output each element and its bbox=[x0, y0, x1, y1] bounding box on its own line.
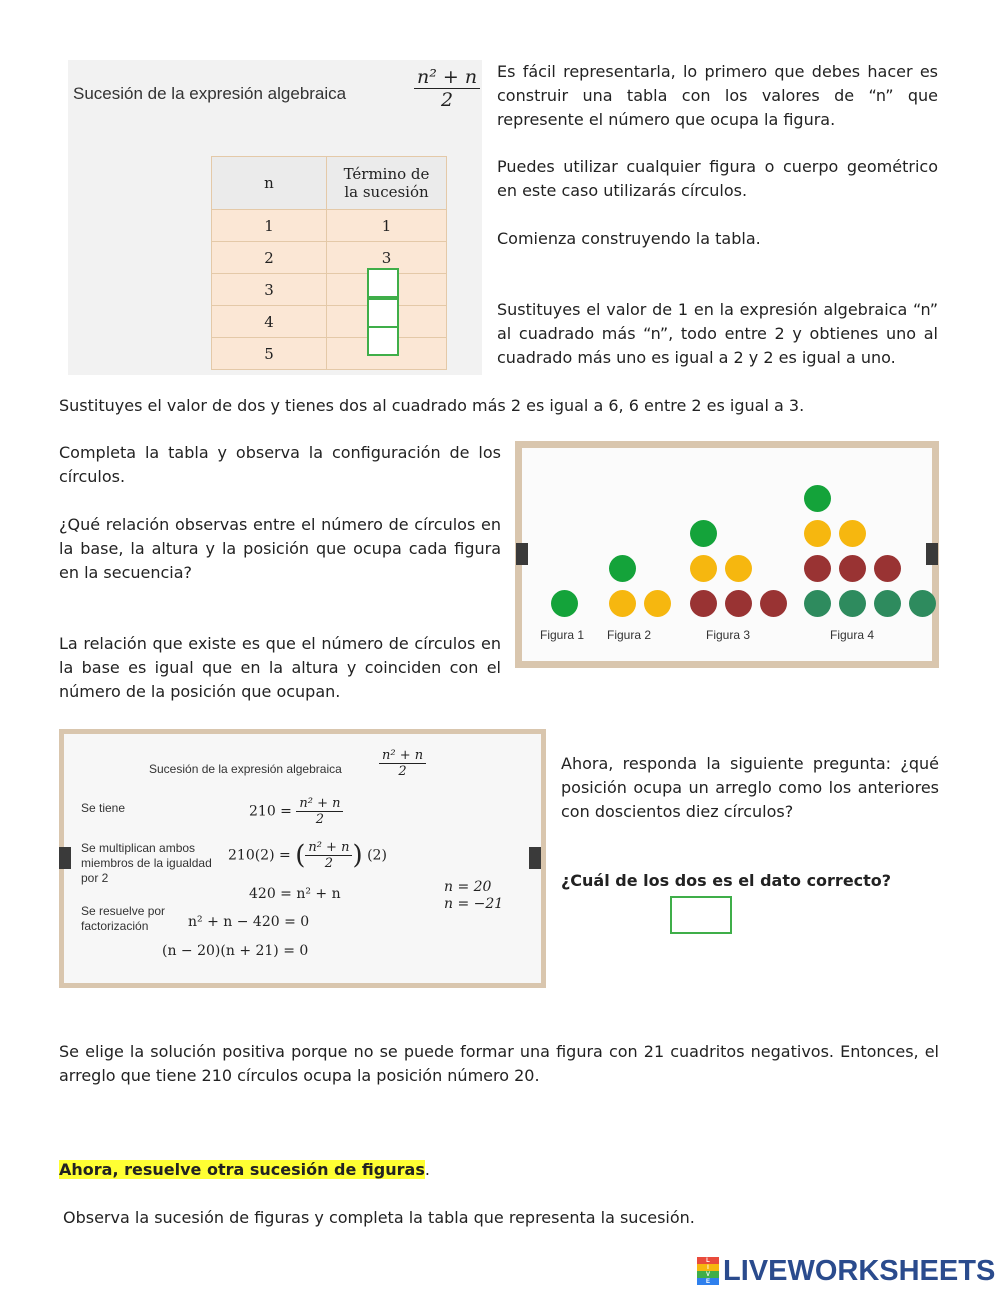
formula bbox=[414, 66, 480, 111]
solution-formula bbox=[379, 748, 426, 779]
circle bbox=[690, 520, 717, 547]
figure-label: Figura 3 bbox=[706, 628, 751, 642]
equation-2 bbox=[228, 840, 387, 871]
paragraph-substitute-one: Sustituyes el valor de 1 en la expresión algebraica “n” al cuadrado más “n”, todo entre 2 y obtienes uno al cuadrado más uno es igual a 2 y 2 es igual a uno. bbox=[497, 300, 938, 367]
circle bbox=[690, 555, 717, 582]
cell-n: 5 bbox=[212, 338, 327, 370]
table-header-row bbox=[212, 157, 447, 210]
header-term bbox=[327, 157, 447, 210]
circle bbox=[909, 590, 936, 617]
circle bbox=[644, 590, 671, 617]
table-row bbox=[212, 338, 447, 370]
label-multiplican: Se multiplican ambos miembros de la igualdad por 2 bbox=[81, 841, 212, 885]
equation-4: n² + n − 420 = 0 bbox=[188, 914, 310, 930]
table-row bbox=[212, 274, 447, 306]
formula-denominator: 2 bbox=[441, 89, 454, 111]
formula-numerator: n² + n bbox=[414, 66, 480, 89]
header-term-line2: la sucesión bbox=[344, 183, 429, 201]
answer-input-row3[interactable] bbox=[367, 268, 399, 298]
header-term-line1: Término de bbox=[343, 165, 430, 183]
circle bbox=[804, 555, 831, 582]
cell-term: 1 bbox=[327, 210, 447, 242]
label-se-tiene: Se tiene bbox=[81, 801, 126, 815]
figure-label: Figura 1 bbox=[540, 628, 585, 642]
circle bbox=[804, 590, 831, 617]
figures-image bbox=[515, 441, 939, 668]
equation-1 bbox=[249, 796, 343, 827]
image-tab-left bbox=[516, 543, 528, 565]
cell-n: 2 bbox=[212, 242, 327, 274]
logo-badge-cell: I bbox=[697, 1264, 719, 1271]
figure-label: Figura 2 bbox=[607, 628, 652, 642]
equation-1-fraction bbox=[296, 796, 343, 827]
paren-close: ) bbox=[352, 840, 363, 871]
circle bbox=[874, 555, 901, 582]
paragraph-intro: Es fácil representarla, lo primero que debes hacer es construir una tabla con los valores de “n” que represente el número que ocupa la figura. bbox=[497, 62, 938, 129]
table-row bbox=[212, 210, 447, 242]
equation-1-left: 210 = bbox=[249, 803, 292, 820]
circle bbox=[725, 590, 752, 617]
header-n: n bbox=[212, 157, 327, 210]
cell-n: 4 bbox=[212, 306, 327, 338]
fraction-denominator: 2 bbox=[324, 856, 334, 871]
image-tab-left bbox=[59, 847, 71, 869]
solution-canvas bbox=[64, 734, 541, 983]
paragraph-start: Comienza construyendo la tabla. bbox=[497, 229, 761, 248]
cell-n: 3 bbox=[212, 274, 327, 306]
label-resuelve: Se resuelve por factorización bbox=[81, 904, 166, 933]
circle bbox=[725, 555, 752, 582]
logo-text: LIVEWORKSHEETS bbox=[723, 1254, 996, 1287]
table-row bbox=[212, 242, 447, 274]
paragraph-relation-answer: La relación que existe es que el número de círculos en la base es igual que en la altura y coinciden con el número de la posición que ocupan. bbox=[59, 634, 501, 701]
paren-open: ( bbox=[295, 840, 306, 871]
circle bbox=[609, 590, 636, 617]
sequence-table bbox=[211, 156, 447, 370]
equation-2-right: (2) bbox=[367, 847, 387, 864]
sequence-table-image bbox=[68, 60, 482, 375]
solution-caption: Sucesión de la expresión algebraica bbox=[149, 762, 342, 776]
paragraph-complete-table: Completa la tabla y observa la configuración de los círculos. bbox=[59, 443, 501, 486]
circle bbox=[874, 590, 901, 617]
cell-n: 1 bbox=[212, 210, 327, 242]
paragraph-conclusion: Se elige la solución positiva porque no se puede formar una figura con 21 cuadritos negativos. Entonces, el arreglo que tiene 210 círculos ocupa la posición número 20. bbox=[59, 1042, 939, 1085]
circle bbox=[760, 590, 787, 617]
solution-formula-numerator: n² + n bbox=[379, 748, 426, 764]
solution-formula-denominator: 2 bbox=[398, 764, 407, 779]
answer-input-row4[interactable] bbox=[367, 298, 399, 328]
highlight-heading-text: Ahora, resuelve otra sucesión de figuras bbox=[59, 1160, 425, 1179]
highlight-heading-tail: . bbox=[424, 1160, 430, 1179]
question-paragraph: Ahora, responda la siguiente pregunta: ¿qué posición ocupa un arreglo como los anteriores con doscientos diez círculos? bbox=[561, 754, 939, 821]
circle bbox=[839, 520, 866, 547]
liveworksheets-logo bbox=[697, 1253, 995, 1289]
root-2: n = −21 bbox=[444, 896, 504, 912]
circle bbox=[804, 520, 831, 547]
answer-input-row5[interactable] bbox=[367, 326, 399, 356]
paragraph-figures: Puedes utilizar cualquier figura o cuerpo geométrico en este caso utilizarás círculos. bbox=[497, 157, 938, 200]
equation-5: (n − 20)(n + 21) = 0 bbox=[162, 943, 309, 959]
logo-badge-cell: L bbox=[697, 1257, 719, 1264]
circle bbox=[804, 485, 831, 512]
image-tab-right bbox=[529, 847, 541, 869]
solution-image bbox=[59, 729, 546, 988]
circle bbox=[839, 590, 866, 617]
paragraph-substitute-two: Sustituyes el valor de dos y tienes dos al cuadrado más 2 es igual a 6, 6 entre 2 es igual a 3. bbox=[59, 396, 805, 415]
image-caption: Sucesión de la expresión algebraica bbox=[73, 84, 347, 103]
circle bbox=[551, 590, 578, 617]
question-correct-data: ¿Cuál de los dos es el dato correcto? bbox=[561, 871, 892, 890]
paragraph-instruction: Observa la sucesión de figuras y completa la tabla que representa la sucesión. bbox=[63, 1208, 695, 1227]
root-1: n = 20 bbox=[444, 879, 492, 895]
equation-2-left: 210(2) = bbox=[228, 847, 291, 864]
fraction-numerator: n² + n bbox=[305, 840, 352, 856]
equation-3: 420 = n² + n bbox=[249, 886, 341, 902]
logo-badge-cell: V bbox=[697, 1271, 719, 1278]
image-tab-right bbox=[926, 543, 938, 565]
cell-term: 3 bbox=[327, 242, 447, 274]
logo-badge-icon bbox=[697, 1257, 719, 1285]
highlight-heading bbox=[59, 1158, 430, 1182]
fraction-denominator: 2 bbox=[315, 812, 325, 827]
logo-badge-cell: E bbox=[697, 1278, 719, 1285]
equation-2-fraction bbox=[305, 840, 352, 871]
circle bbox=[690, 590, 717, 617]
paragraph-relation-question: ¿Qué relación observas entre el número de círculos en la base, la altura y la posición que ocupa cada figura en la secuencia? bbox=[59, 515, 501, 582]
figures-canvas bbox=[522, 448, 932, 661]
answer-input-position[interactable] bbox=[670, 896, 732, 934]
figure-label: Figura 4 bbox=[830, 628, 875, 642]
circle bbox=[839, 555, 866, 582]
circle bbox=[609, 555, 636, 582]
table-row bbox=[212, 306, 447, 338]
fraction-numerator: n² + n bbox=[296, 796, 343, 812]
